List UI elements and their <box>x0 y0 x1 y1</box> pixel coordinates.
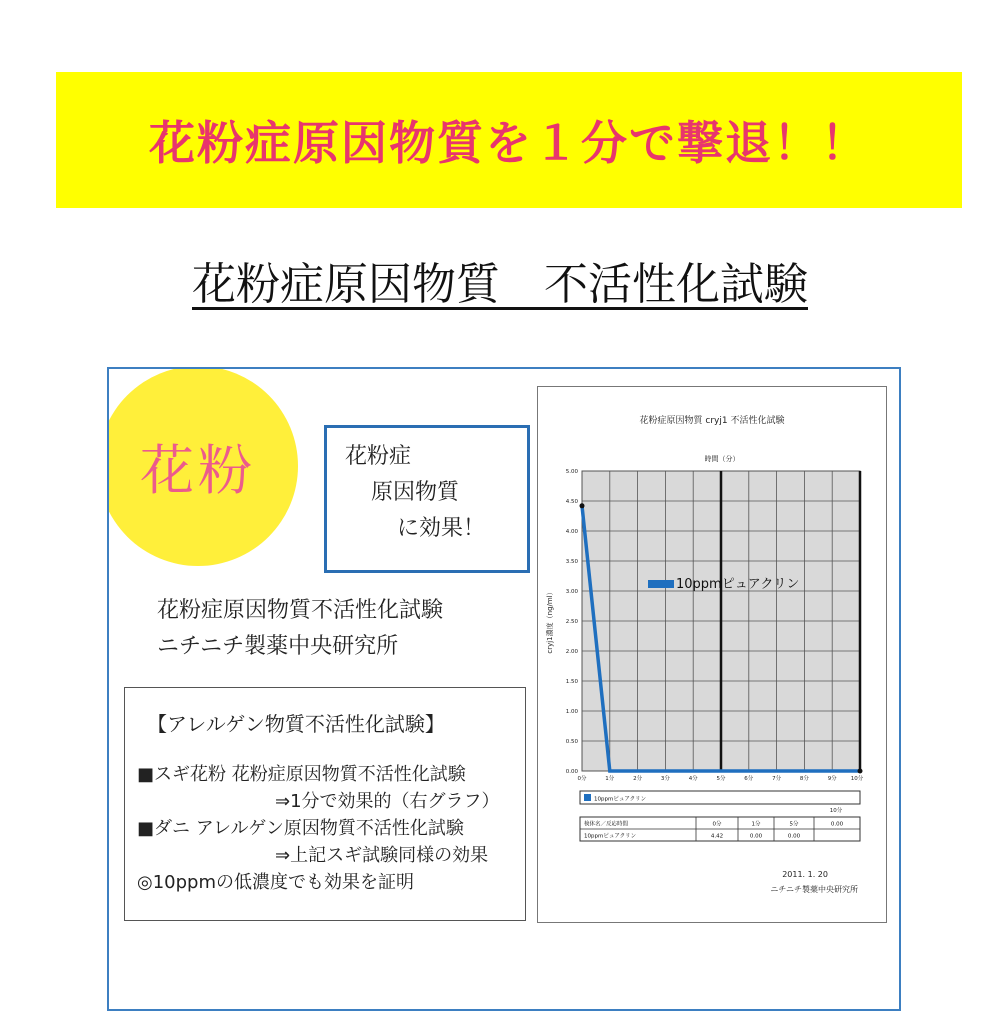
pollen-badge-text: 花粉 <box>140 438 256 502</box>
x-tick-label: 10分 <box>850 776 864 782</box>
test-panel <box>107 367 901 1011</box>
page-subtitle: 花粉症原因物質 不活性化試験 <box>192 259 808 310</box>
effect-line-2: 原因物質 <box>371 480 460 505</box>
data-point <box>858 769 863 774</box>
y-tick-label: 0.00 <box>565 769 578 775</box>
x-tick-label: 8分 <box>799 776 809 782</box>
table-cell: 0分 <box>712 821 722 828</box>
test-box-line: ⇒1分で効果的（右グラフ） <box>275 791 500 812</box>
effect-line-1: 花粉症 <box>345 444 412 469</box>
x-axis-title: 時間（分） <box>704 455 740 463</box>
y-tick-label: 5.00 <box>565 469 578 475</box>
table-cell: 0.00 <box>830 821 844 828</box>
table-extra-header: 10分 <box>829 808 843 814</box>
y-axis-title: cryj1濃度（ng/ml） <box>546 588 554 654</box>
legend-label: 10ppmピュアクリン <box>676 577 800 592</box>
pollen-badge <box>107 367 298 566</box>
y-tick-label: 4.50 <box>565 499 578 505</box>
effect-callout <box>324 425 530 573</box>
table-cell: 0.00 <box>787 833 801 840</box>
table-cell: 0.00 <box>749 833 763 840</box>
x-tick-label: 5分 <box>716 776 726 782</box>
effect-line-3: に効果！ <box>397 516 486 541</box>
small-legend-label: 10ppmピュアクリン <box>594 796 647 803</box>
x-tick-label: 1分 <box>605 776 615 782</box>
test-box-line: ■ダニ アレルゲン原因物質不活性化試験 <box>137 818 464 839</box>
headline-text: 花粉症原因物質を１分で撃退！！ <box>149 116 869 170</box>
test-info <box>157 593 443 665</box>
y-tick-label: 3.50 <box>565 559 578 565</box>
test-box-line: ◎10ppmの低濃度でも効果を証明 <box>137 872 414 893</box>
y-tick-label: 2.00 <box>565 649 578 655</box>
table-cell: 1分 <box>751 821 761 828</box>
chart-date: 2011. 1. 20 <box>782 870 828 879</box>
data-point <box>580 503 585 508</box>
chart-title: 花粉症原因物質 cryj1 不活性化試験 <box>639 416 785 426</box>
x-tick-label: 9分 <box>827 776 837 782</box>
y-tick-label: 4.00 <box>565 529 578 535</box>
x-tick-label: 0分 <box>577 776 587 782</box>
table-cell: 10ppmピュアクリン <box>584 833 637 840</box>
table-cell: 5分 <box>789 821 799 828</box>
x-tick-label: 6分 <box>744 776 754 782</box>
test-box-line: ■スギ花粉 花粉症原因物質不活性化試験 <box>137 764 466 785</box>
y-tick-label: 0.50 <box>565 739 578 745</box>
x-tick-label: 2分 <box>633 776 643 782</box>
chart-lab: ニチニチ製薬中央研究所 <box>770 885 858 894</box>
small-legend-swatch <box>584 794 591 801</box>
x-tick-label: 7分 <box>772 776 782 782</box>
test-name: 花粉症原因物質不活性化試験 <box>157 598 444 623</box>
chart-sheet <box>537 386 887 923</box>
x-tick-label: 3分 <box>660 776 670 782</box>
headline-banner <box>56 72 962 208</box>
lab-name: ニチニチ製薬中央研究所 <box>157 634 399 659</box>
table-cell: 4.42 <box>710 833 724 840</box>
legend-swatch <box>648 580 674 588</box>
x-tick-label: 4分 <box>688 776 698 782</box>
y-tick-label: 1.50 <box>565 679 578 685</box>
y-tick-label: 1.00 <box>565 709 578 715</box>
y-tick-label: 2.50 <box>565 619 578 625</box>
cryj1-chart <box>538 387 886 922</box>
allergen-test-box <box>124 687 526 921</box>
test-box-line: ⇒上記スギ試験同様の効果 <box>275 845 489 866</box>
test-box-title: 【アレルゲン物質不活性化試験】 <box>147 712 445 736</box>
y-tick-label: 3.00 <box>565 589 578 595</box>
table-cell: 検体名／反応時間 <box>584 821 629 828</box>
